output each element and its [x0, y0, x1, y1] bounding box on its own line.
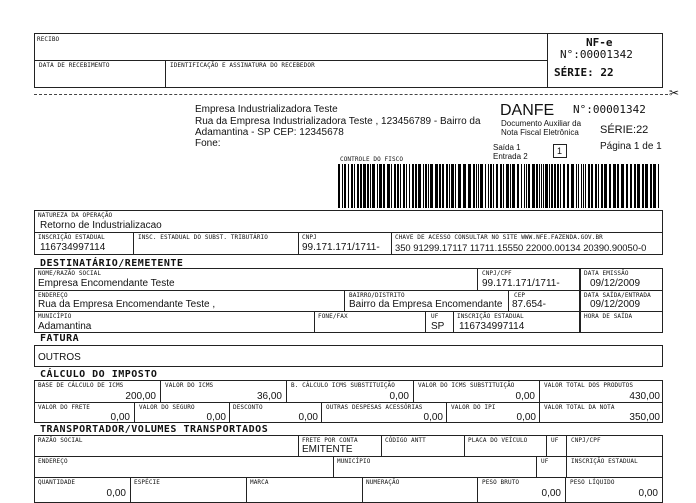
state-registration-value: 116734997114	[40, 242, 106, 253]
operation-divider	[34, 232, 663, 233]
nature-value: Retorno de Industrializacao	[40, 220, 162, 231]
dates-hdiv-2	[580, 311, 663, 312]
danfe-type: 1	[557, 146, 563, 156]
carrier-cnpj-label: CNPJ/CPF	[571, 437, 601, 444]
recipient-city-label: MUNICÍPIO	[38, 313, 72, 320]
recipient-uf-label: UF	[431, 313, 439, 320]
exit-date-value: 09/12/2009	[590, 299, 641, 310]
danfe-desc-1: Documento Auxiliar da	[501, 119, 582, 128]
recipient-uf-value: SP	[431, 321, 445, 332]
rec-vdiv-2	[344, 290, 345, 311]
ipi-value: 0,00	[516, 412, 536, 423]
tax-vdiv-7	[321, 402, 322, 423]
recipient-section-title: DESTINATÁRIO/REMETENTE	[40, 258, 184, 269]
receipt-label: RECIBO	[37, 36, 60, 43]
issuer-address-2: Adamantina - SP CEP: 12345678	[195, 127, 344, 138]
danfe-exit: Saída 1	[493, 143, 521, 152]
receipt-date-label: DATA DE RECEBIMENTO	[39, 62, 110, 69]
access-key-value: 350 91299.17117 11711.15550 22000.00134 20390.90050-0	[395, 242, 647, 253]
numbering-label: NUMERAÇÃO	[366, 479, 400, 486]
danfe-number: N°:00001342	[573, 103, 646, 116]
issue-date-value: 09/12/2009	[590, 278, 641, 289]
tax-vdiv-1	[160, 380, 161, 402]
icms-base-label: BASE DE CÁLCULO DE ICMS	[38, 382, 124, 389]
freight-label: VALOR DO FRETE	[38, 404, 90, 411]
freight-payer-value: EMITENTE	[302, 444, 353, 455]
st-base-label: B. CÁLCULO ICMS SUBSTITUIÇÃO	[291, 382, 395, 389]
st-value: 0,00	[515, 391, 535, 402]
tax-vdiv-8	[446, 402, 447, 423]
car-vdiv-4	[546, 435, 547, 456]
recipient-ie-value: 116734997114	[459, 321, 525, 332]
insurance-label: VALOR DO SEGURO	[139, 404, 195, 411]
car-hdiv-2	[34, 477, 663, 478]
car-vdiv-8	[566, 456, 567, 477]
vehicle-plate-label: PLACA DO VEÍCULO	[468, 437, 528, 444]
carrier-ie-label: INSCRIÇÃO ESTADUAL	[571, 458, 638, 465]
danfe-entry: Entrada 2	[493, 152, 528, 161]
tax-vdiv-9	[539, 402, 540, 423]
invoice-section-title: FATURA	[40, 333, 80, 344]
op-vdiv-2	[298, 232, 299, 255]
invoice-total-value: 350,00	[629, 412, 660, 423]
recipient-cnpj-value: 99.171.171/1711-	[482, 278, 560, 289]
discount-value: 0,00	[298, 412, 318, 423]
car-vdiv-7	[536, 456, 537, 477]
stub-serie: SÉRIE: 22	[554, 66, 614, 79]
invoice-total-label: VALOR TOTAL DA NOTA	[544, 404, 615, 411]
exit-date-label: DATA SAÍDA/ENTRADA	[584, 292, 651, 299]
issue-date-label: DATA EMISSÃO	[584, 270, 629, 277]
carrier-address-label: ENDEREÇO	[38, 458, 68, 465]
car-vdiv-10	[246, 477, 247, 503]
fiscal-control-label: CONTROLE DO FISCO	[340, 156, 404, 163]
issuer-cnpj-label: CNPJ	[302, 234, 317, 241]
receipt-signature-label: IDENTIFICAÇÃO E ASSINATURA DO RECEBEDOR	[170, 62, 315, 69]
recipient-cnpj-label: CNPJ/CPF	[482, 270, 512, 277]
car-vdiv-9	[130, 477, 131, 503]
recipient-ie-label: INSCRIÇÃO ESTADUAL	[457, 313, 524, 320]
rec-vdiv-3	[508, 290, 509, 311]
issuer-phone: Fone:	[195, 138, 221, 149]
tax-section-title: CÁLCULO DO IMPOSTO	[40, 369, 158, 380]
icms-base-value: 200,00	[125, 391, 156, 402]
gross-weight-label: PESO BRUTO	[482, 479, 520, 486]
issuer-name: Empresa Industrializadora Teste	[195, 104, 338, 115]
products-total-value: 430,00	[629, 391, 660, 402]
rec-vdiv-6	[453, 311, 454, 333]
stub-nfe-title: NF-e	[586, 36, 613, 49]
carrier-city-label: MUNICÍPIO	[337, 458, 371, 465]
danfe-serie: SÉRIE:22	[600, 124, 649, 136]
recipient-address-value: Rua da Empresa Encomendante Teste ,	[38, 299, 216, 310]
net-weight-value: 0,00	[638, 488, 658, 499]
species-label: ESPÉCIE	[134, 479, 160, 486]
car-vdiv-6	[333, 456, 334, 477]
quantity-value: 0,00	[106, 488, 126, 499]
danfe-desc-2: Nota Fiscal Eletrônica	[501, 128, 579, 137]
cut-line	[34, 94, 668, 95]
exit-time-label: HORA DE SAÍDA	[584, 313, 633, 320]
dates-hdiv-1	[580, 290, 663, 291]
nature-label: NATUREZA DA OPERAÇÃO	[38, 212, 113, 219]
tax-hdiv	[34, 402, 663, 403]
op-vdiv-1	[133, 232, 134, 255]
freight-value: 0,00	[110, 412, 130, 423]
stub-vdivider-2	[165, 60, 166, 88]
st-registration-label: INSC. ESTADUAL DO SUBST. TRIBUTÁRIO	[138, 234, 268, 241]
barcode	[338, 164, 662, 208]
recipient-name-label: NOME/RAZÃO SOCIAL	[38, 270, 102, 277]
insurance-value: 0,00	[206, 412, 226, 423]
access-key-label: CHAVE DE ACESSO CONSULTAR NO SITE WWW.NFE.FAZENDA.GOV.BR	[395, 234, 603, 241]
car-vdiv-11	[362, 477, 363, 503]
other-expenses-label: OUTRAS DESPESAS ACESSÓRIAS	[326, 404, 423, 411]
freight-payer-label: FRETE POR CONTA	[302, 437, 358, 444]
car-vdiv-2	[381, 435, 382, 456]
issuer-cnpj-value: 99.171.171/1711-	[302, 242, 380, 253]
tax-vdiv-3	[413, 380, 414, 402]
discount-label: DESCONTO	[233, 404, 263, 411]
recipient-city-value: Adamantina	[38, 321, 92, 332]
rec-hdiv-1	[34, 290, 580, 291]
danfe-page: Página 1 de 1	[600, 141, 662, 152]
rec-vdiv-4	[314, 311, 315, 333]
car-vdiv-12	[477, 477, 478, 503]
carrier-name-label: RAZÃO SOCIAL	[38, 437, 83, 444]
vehicle-uf-label: UF	[551, 437, 559, 444]
issuer-address-1: Rua da Empresa Industrializadora Teste , 123456789 - Bairro da	[195, 116, 481, 127]
recipient-address-label: ENDEREÇO	[38, 292, 68, 299]
recipient-zip-value: 87.654-	[512, 299, 546, 310]
gross-weight-value: 0,00	[541, 488, 561, 499]
op-vdiv-3	[391, 232, 392, 255]
carrier-section-title: TRANSPORTADOR/VOLUMES TRANSPORTADOS	[40, 424, 269, 435]
scissors-icon: ✂	[669, 86, 680, 100]
state-registration-label: INSCRIÇÃO ESTADUAL	[38, 234, 105, 241]
recipient-name-value: Empresa Encomendante Teste	[38, 278, 175, 289]
recipient-district-label: BAIRRO/DISTRITO	[349, 292, 405, 299]
quantity-label: QUANTIDADE	[38, 479, 76, 486]
tax-vdiv-2	[286, 380, 287, 402]
net-weight-label: PESO LÍQUIDO	[570, 479, 615, 486]
recipient-phone-label: FONE/FAX	[318, 313, 348, 320]
stub-vdivider	[547, 33, 548, 88]
products-total-label: VALOR TOTAL DOS PRODUTOS	[544, 382, 634, 389]
rec-vdiv-1	[477, 268, 478, 290]
st-base-value: 0,00	[389, 391, 409, 402]
stub-number: N°:00001342	[560, 48, 633, 61]
car-hdiv-1	[34, 456, 663, 457]
rec-hdiv-2	[34, 311, 580, 312]
invoice-text: OUTROS	[38, 352, 81, 363]
stub-divider	[34, 60, 547, 61]
icms-value: 36,00	[256, 391, 282, 402]
danfe-title: DANFE	[500, 102, 555, 119]
car-vdiv-1	[298, 435, 299, 456]
antt-code-label: CÓDIGO ANTT	[385, 437, 426, 444]
ipi-label: VALOR DO IPI	[451, 404, 496, 411]
carrier-uf-label: UF	[541, 458, 549, 465]
car-vdiv-13	[565, 477, 566, 503]
recipient-district-value: Bairro da Empresa Encomendante	[349, 299, 503, 310]
brand-label: MARCA	[250, 479, 269, 486]
tax-vdiv-5	[134, 402, 135, 423]
recipient-zip-label: CEP	[514, 292, 526, 299]
car-vdiv-3	[464, 435, 465, 456]
tax-vdiv-6	[229, 402, 230, 423]
invoice-block	[34, 345, 663, 367]
st-value-label: VALOR DO ICMS SUBSTITUIÇÃO	[418, 382, 515, 389]
other-expenses-value: 0,00	[423, 412, 443, 423]
tax-vdiv-4	[539, 380, 540, 402]
car-vdiv-5	[566, 435, 567, 456]
rec-vdiv-5	[425, 311, 426, 333]
icms-value-label: VALOR DO ICMS	[165, 382, 214, 389]
